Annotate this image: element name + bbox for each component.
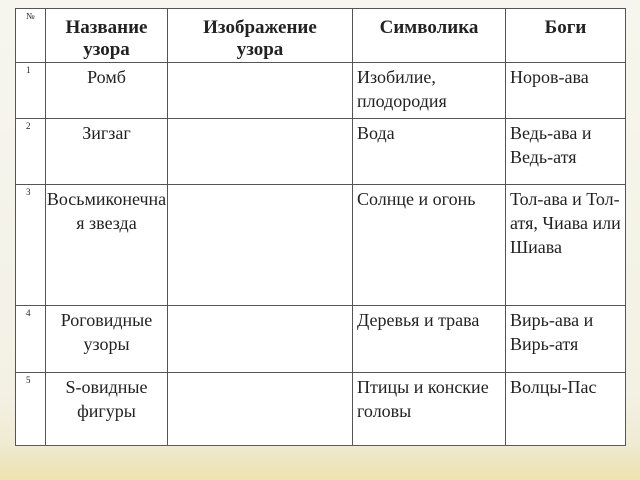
header-pattern-image-line1: Изображение [203, 17, 317, 38]
pattern-gods: Ведь-ава и Ведь-атя [506, 119, 626, 185]
slide-bottom-glow [0, 444, 640, 480]
ornament-table [15, 8, 626, 446]
row-number: 2 [16, 119, 46, 185]
header-pattern-name-line2: узора [83, 39, 130, 60]
pattern-symbolism: Вода [353, 119, 506, 185]
header-symbolism: Символика [353, 9, 506, 63]
table-row [16, 119, 626, 185]
pattern-symbolism: Птицы и конские головы [353, 373, 506, 446]
table-row [16, 306, 626, 373]
header-number: № [16, 9, 46, 63]
header-pattern-image-line2: узора [236, 39, 284, 60]
pattern-gods: Норов-ава [506, 63, 626, 119]
pattern-name: S-овидные фигуры [46, 373, 168, 446]
pattern-image-cell [168, 185, 353, 306]
row-number: 1 [16, 63, 46, 119]
table-row [16, 185, 626, 306]
row-number: 5 [16, 373, 46, 446]
header-pattern-name-line1: Название [65, 17, 148, 38]
header-pattern-image [168, 9, 353, 63]
pattern-gods: Вирь-ава и Вирь-атя [506, 306, 626, 373]
pattern-gods: Волцы-Пас [506, 373, 626, 446]
header-row [16, 9, 626, 63]
pattern-name: Восьмиконечная звезда [46, 185, 168, 306]
pattern-name: Ромб [46, 63, 168, 119]
pattern-name: Зигзаг [46, 119, 168, 185]
pattern-gods: Тол-ава и Тол-атя, Чиава или Шиава [506, 185, 626, 306]
table-row [16, 63, 626, 119]
pattern-symbolism: Изобилие, плодородия [353, 63, 506, 119]
row-number: 4 [16, 306, 46, 373]
pattern-image-cell [168, 63, 353, 119]
header-gods: Боги [506, 9, 626, 63]
header-pattern-name [46, 9, 168, 63]
row-number: 3 [16, 185, 46, 306]
pattern-image-cell [168, 306, 353, 373]
table-row [16, 373, 626, 446]
pattern-image-cell [168, 119, 353, 185]
pattern-symbolism: Деревья и трава [353, 306, 506, 373]
pattern-symbolism: Солнце и огонь [353, 185, 506, 306]
pattern-name: Роговидные узоры [46, 306, 168, 373]
pattern-image-cell [168, 373, 353, 446]
